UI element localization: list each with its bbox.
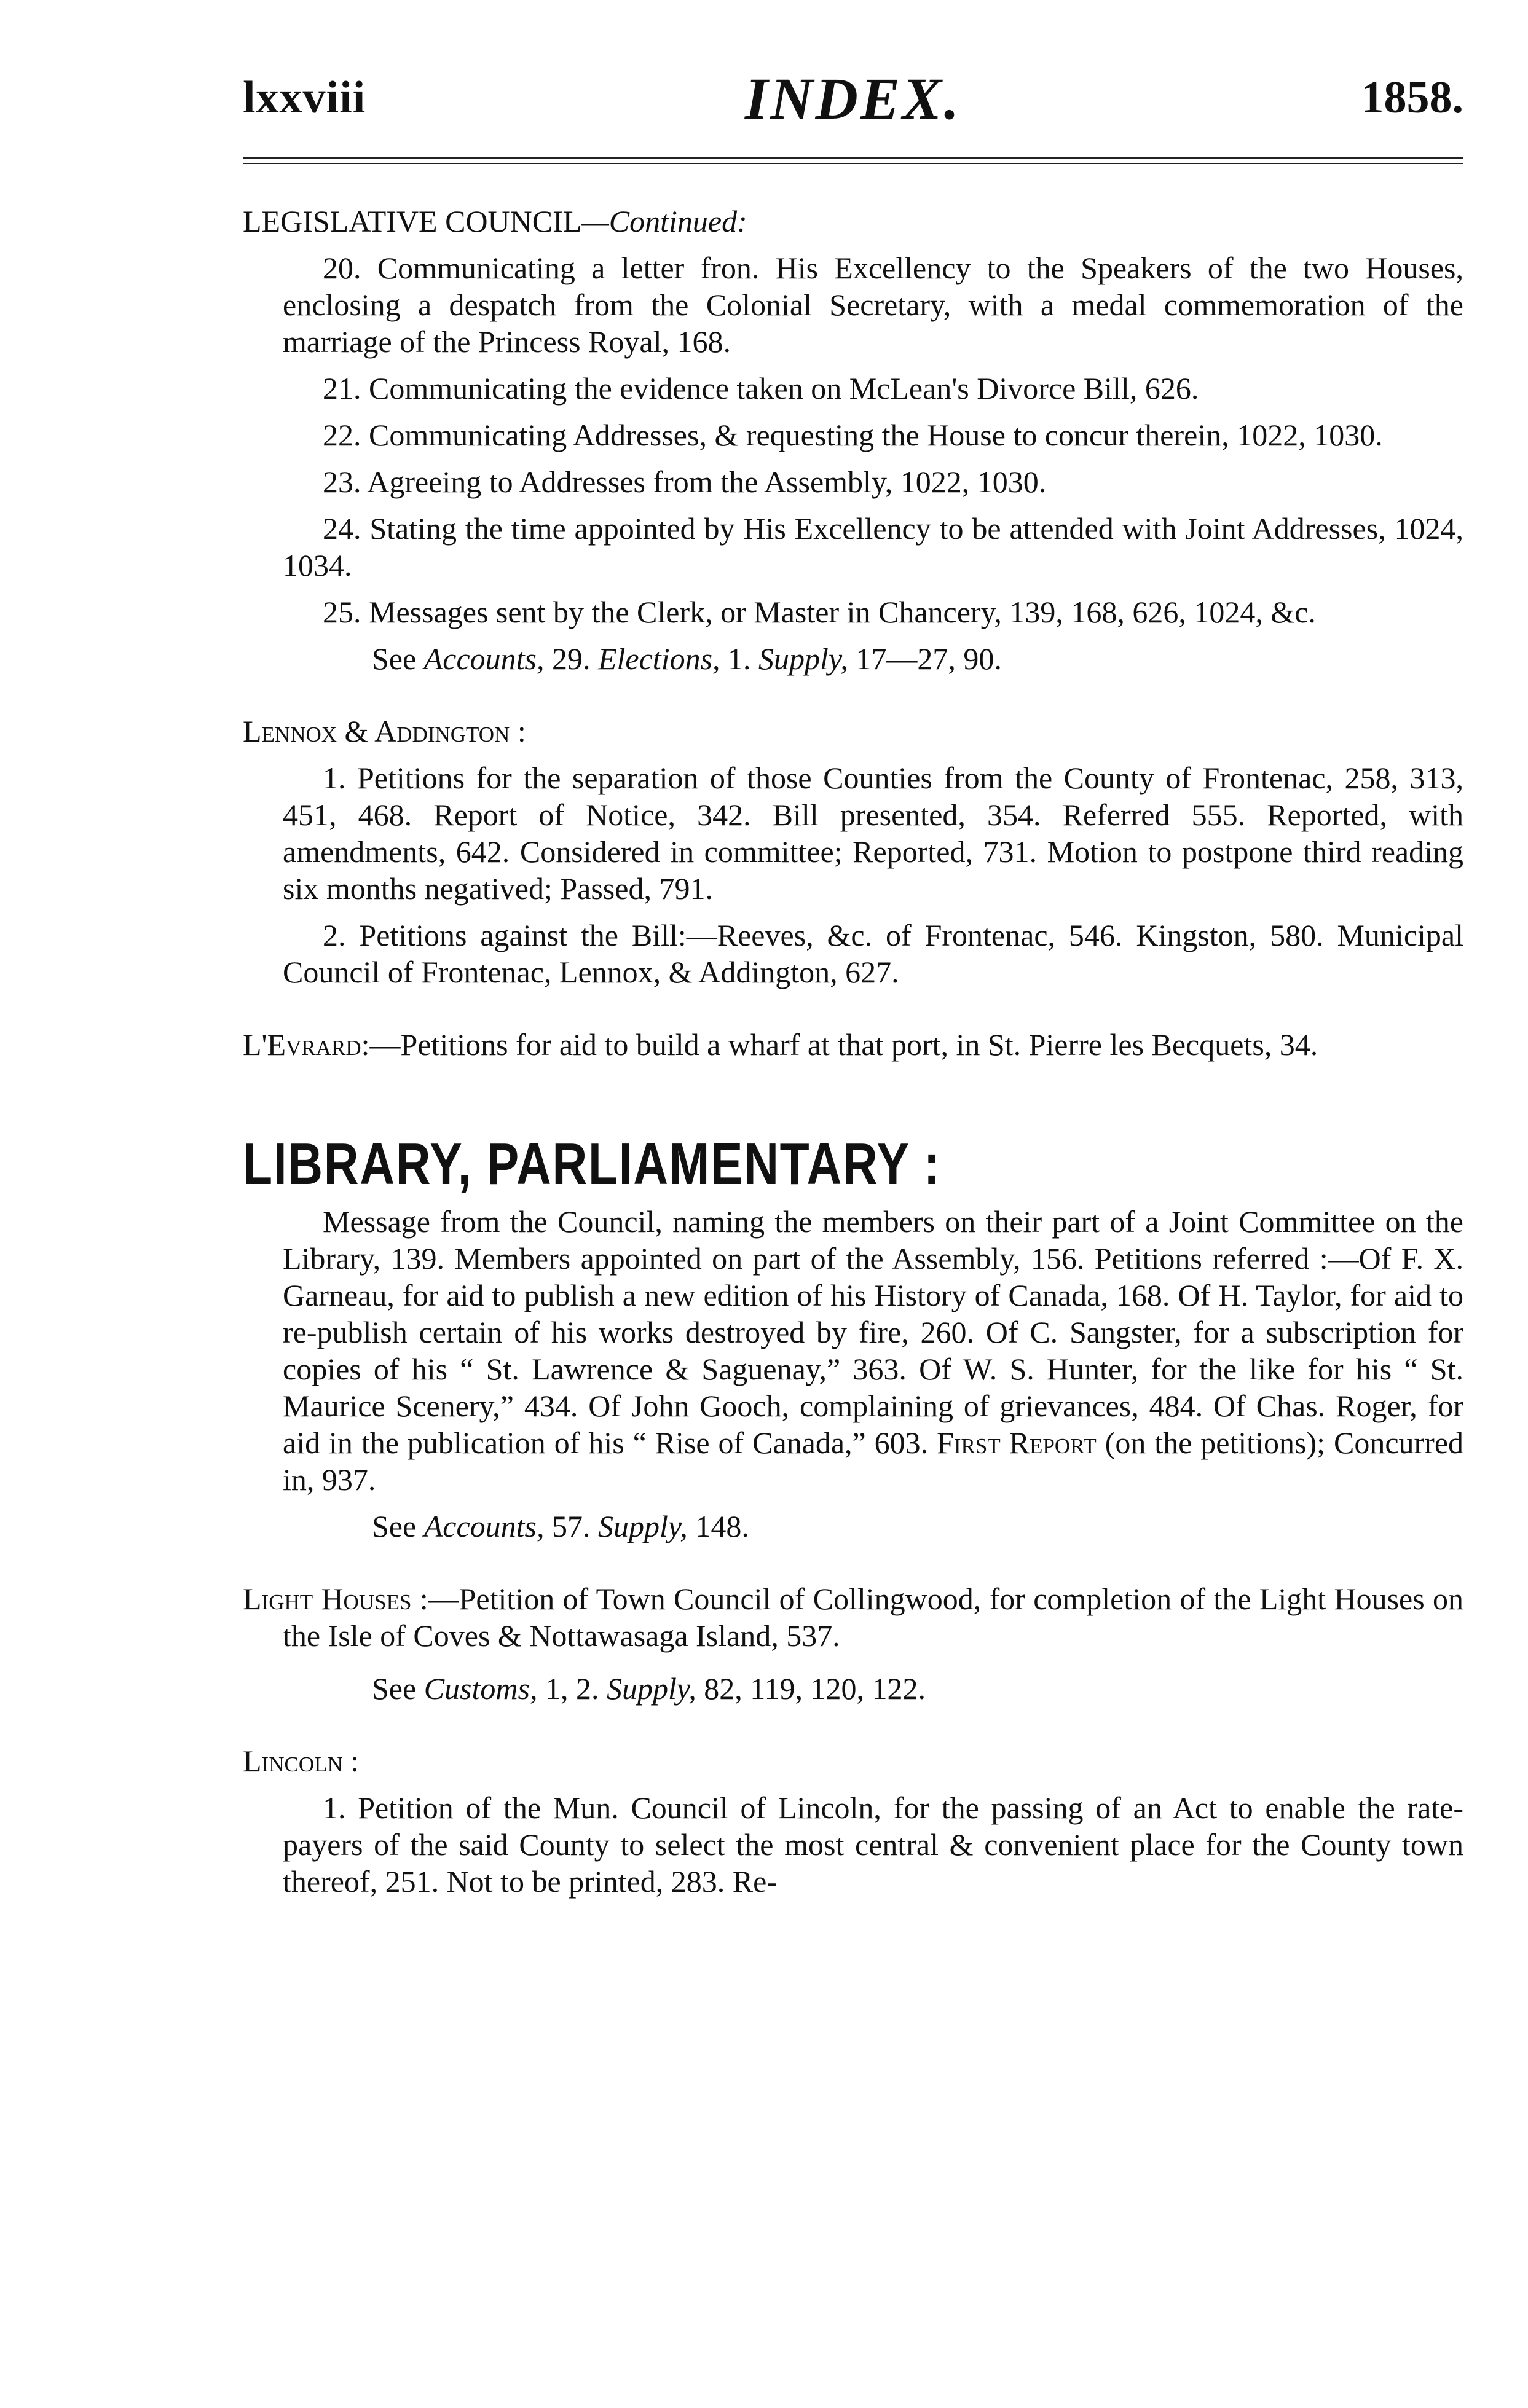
subentry-1: 1. Petition of the Mun. Council of Lincoln, for the passing of an Act to enable the rate-payers of the said County to select the most central & convenient place for the County town thereof, 251. Not to be printed, 283. Re- [283, 1790, 1463, 1899]
see-customs: Customs, [423, 1671, 538, 1706]
entry-text: :—Petitions for aid to build a wharf at that port, in St. Pierre les Becquets, 34. [361, 1027, 1318, 1062]
subentry-22: 22. Communicating Addresses, & requesting the House to concur therein, 1022, 1030. [323, 418, 1383, 452]
see-number: 29. [544, 641, 598, 676]
entry-text: :—Petition of Town Council of Collingwood, for completion of the Light Houses on the Isle of Coves & Nottawasaga Island, 537. [283, 1582, 1463, 1653]
see-number: 1, 2. [537, 1671, 607, 1706]
subentry-1: 1. Petitions for the separation of those Counties from the County of Frontenac, 258, 313, 451, 468. Report of Notice, 342. Bill presented, 354. Referred 555. Reported, with amendments, 642. Considered in committee; Reported, 731. Motion to postpone third reading six months negatived; Passed, 791. [283, 761, 1463, 906]
see-elections: Elections, [597, 641, 720, 676]
see-prefix: See [372, 641, 417, 676]
subentry-21: 21. Communicating the evidence taken on McLean's Divorce Bill, 626. [323, 371, 1199, 406]
cross-reference [243, 1670, 1463, 1707]
subentry-25: 25. Messages sent by the Clerk, or Master in Chancery, 139, 168, 626, 1024, &c. [323, 595, 1316, 629]
entry-library-parliamentary [243, 1131, 1463, 1545]
entry-text [243, 1203, 1463, 1498]
page-header [243, 65, 1463, 132]
first-report-label: First Report [937, 1426, 1097, 1460]
see-supply: Supply, [606, 1671, 696, 1706]
entry-leverard [243, 1026, 1463, 1063]
entry-heading [243, 203, 1463, 240]
header-rule-thin [243, 163, 1463, 164]
entry-heading: Lennox & Addington : [243, 714, 526, 748]
library-text: Message from the Council, naming the members on their part of a Joint Committee on the Library, 139. Members appointed on part of the Assembly, 156. Petitions referred :—Of F. X. Garneau, for aid to publish a new edition of his History of Canada, 168. Of H. Taylor, for aid to re-publish certain of his works destroyed by fire, 260. Of C. Sangster, for a subscription for copies of his “ St. Lawrence & Saguenay,” 363. Of W. S. Hunter, for the like for his “ St. Maurice Scenery,” 434. Of John Gooch, complaining of grievances, 484. Of Chas. Roger, for aid in the publication of his “ Rise of Canada,” 603. [283, 1204, 1463, 1460]
index-content [243, 203, 1463, 1900]
subentry-24: 24. Stating the time appointed by His Excellency to be attended with Joint Addresses, 1024, 1034. [283, 511, 1463, 582]
see-number: 1. [720, 641, 759, 676]
page-title: INDEX. [744, 66, 962, 131]
library-text-end: (on the petitions); Concurred in, 937. [283, 1426, 1464, 1497]
cross-reference [243, 1508, 1463, 1545]
entry-heading: Light Houses [243, 1582, 412, 1616]
see-supply: Supply, [597, 1509, 688, 1543]
see-number: 82, 119, 120, 122. [696, 1671, 926, 1706]
entry-lincoln [243, 1743, 1463, 1900]
entry-light-houses [243, 1580, 1463, 1707]
section-heading: LIBRARY, PARLIAMENTARY : [243, 1131, 941, 1197]
page-number: lxxviii [243, 73, 366, 123]
cross-reference [243, 640, 1463, 677]
see-number: 148. [687, 1509, 749, 1543]
header-rule-thick [243, 157, 1463, 159]
see-prefix: See [372, 1509, 417, 1543]
heading-text: LEGISLATIVE COUNCIL [243, 204, 582, 238]
entry-legislative-council [243, 203, 1463, 677]
see-supply: Supply, [758, 641, 848, 676]
continued-label: —Continued: [581, 204, 747, 238]
see-number: 57. [544, 1509, 598, 1543]
subentry-2: 2. Petitions against the Bill:—Reeves, &c. of Frontenac, 546. Kingston, 580. Municipal Council of Frontenac, Lennox, & Addington, 627. [283, 918, 1463, 989]
subentry-23: 23. Agreeing to Addresses from the Assembly, 1022, 1030. [323, 465, 1047, 499]
see-accounts: Accounts, [423, 641, 545, 676]
subentry-20: 20. Communicating a letter fron. His Excellency to the Speakers of the two Houses, enclosing a despatch from the Colonial Secretary, with a medal commemoration of the marriage of the Princess Royal, 168. [283, 251, 1463, 359]
see-number: 17—27, 90. [848, 641, 1002, 676]
entry-body [243, 1580, 1463, 1654]
see-prefix: See [372, 1671, 417, 1706]
entry-heading: Lincoln : [243, 1744, 360, 1778]
see-accounts: Accounts, [423, 1509, 545, 1543]
entry-heading: L'Evrard [243, 1027, 361, 1062]
page-year: 1858. [1361, 73, 1463, 123]
entry-lennox-addington [243, 713, 1463, 990]
